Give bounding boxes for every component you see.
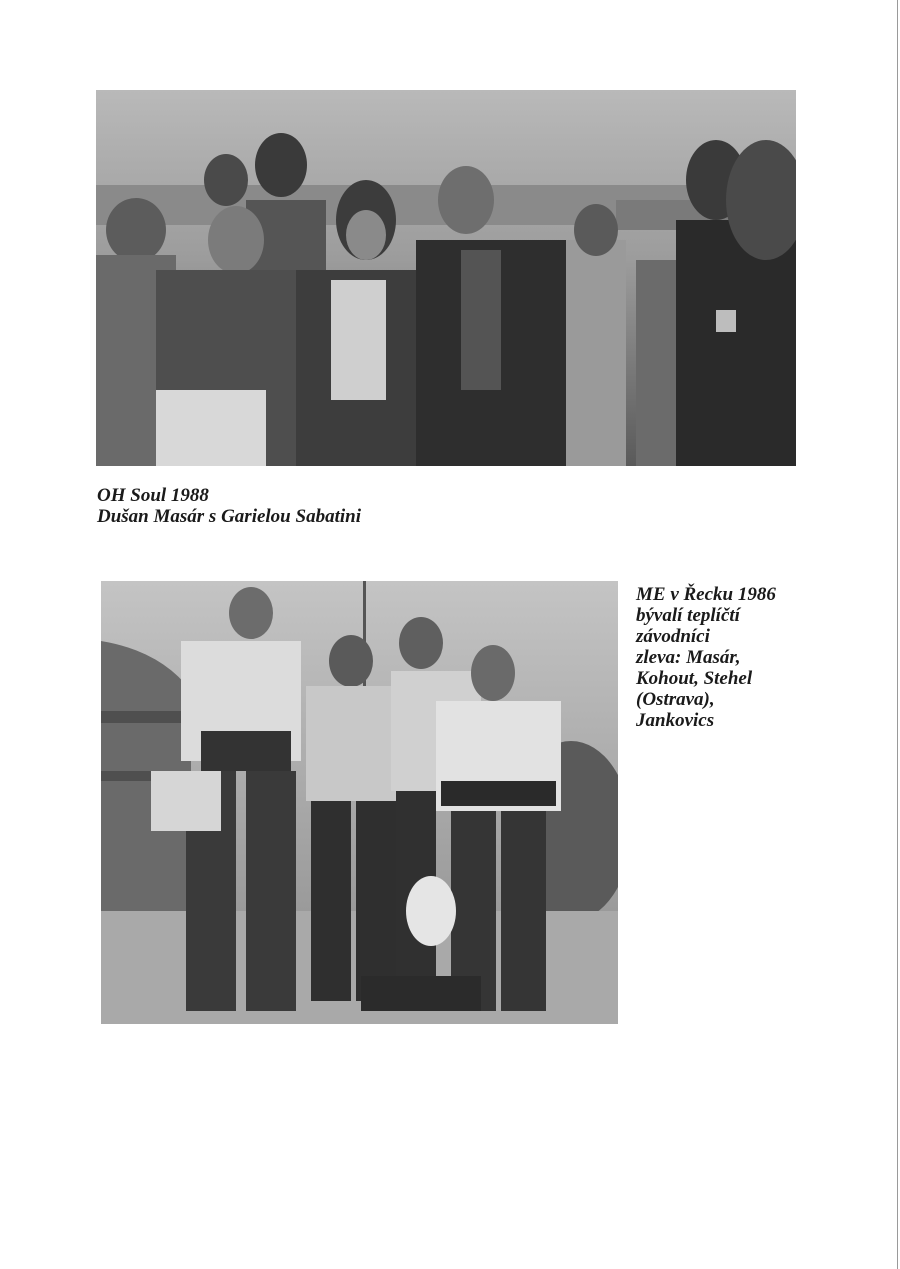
caption-line: bývalí teplíčtí — [636, 605, 740, 626]
caption-line: (Ostrava), — [636, 689, 715, 710]
caption-line: Dušan Masár s Garielou Sabatini — [97, 506, 361, 527]
caption-line: ME v Řecku 1986 — [636, 584, 776, 605]
photo-me-recko-1986-image — [101, 581, 618, 1024]
scan-edge-line — [897, 0, 898, 1269]
caption-oh-soul-1988 — [97, 485, 597, 527]
caption-line: OH Soul 1988 — [97, 485, 209, 506]
photo-me-recko-1986 — [101, 581, 618, 1024]
photo-oh-soul-1988-image — [96, 90, 796, 466]
caption-line: závodníci — [636, 626, 710, 647]
photo-oh-soul-1988 — [96, 90, 796, 466]
caption-line: Kohout, Stehel — [636, 668, 753, 689]
caption-me-recko-1986 — [636, 584, 866, 731]
caption-line: Jankovics — [636, 710, 715, 731]
caption-line: zleva: Masár, — [636, 647, 741, 668]
